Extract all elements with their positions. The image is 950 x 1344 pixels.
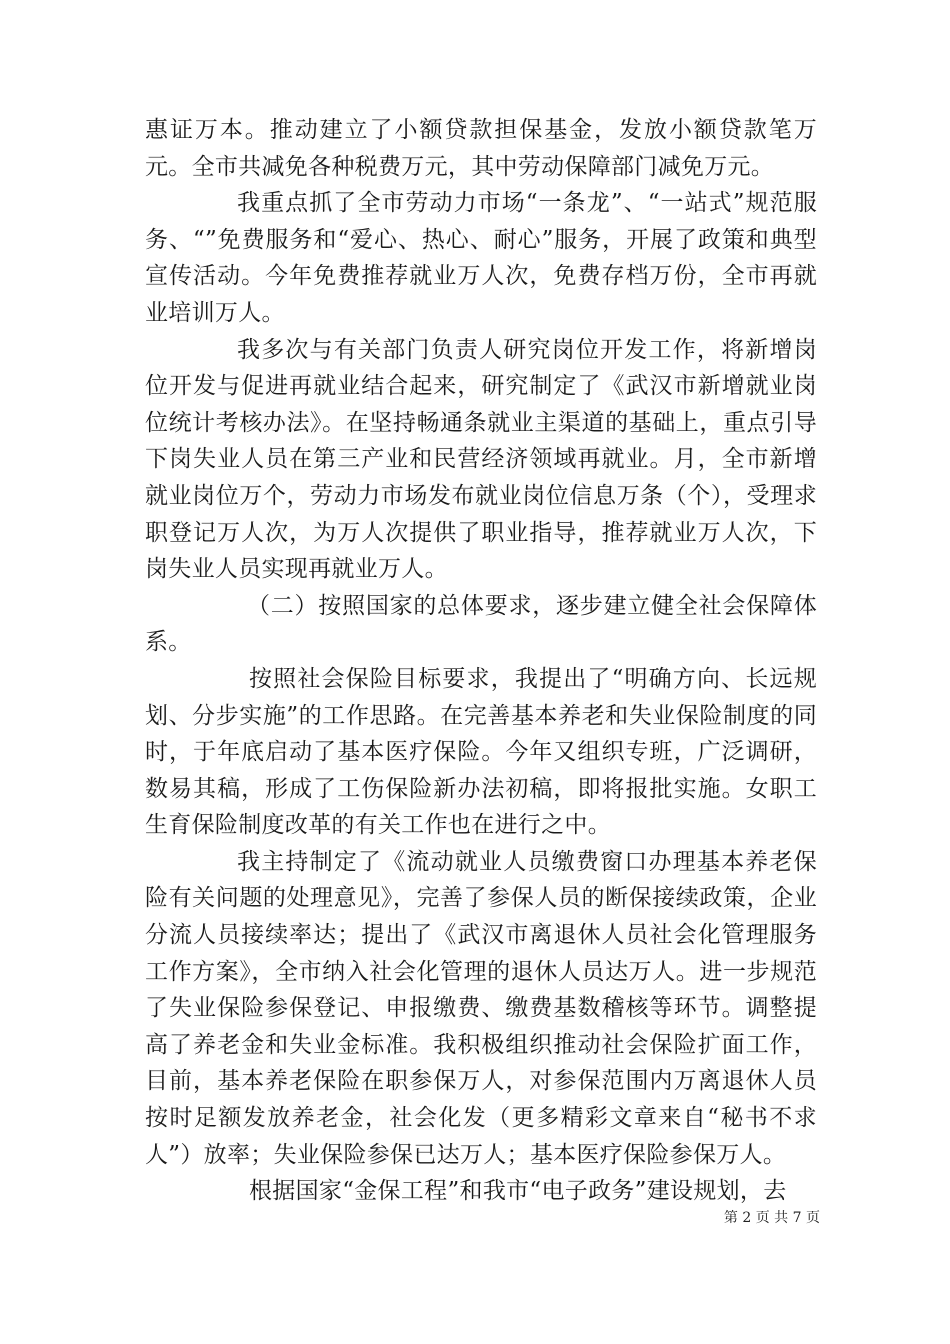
page-number: 第 2 页 共 7 页 (723, 1210, 820, 1226)
paragraph-2: 我重点抓了全市劳动力市场“一条龙”、“一站式”规范服务、“”免费服务和“爱心、热心、耐心”服务，开展了政策和典型宣传活动。今年免费推荐就业万人次，免费存档万份，全市再就业培训万人。 (145, 190, 817, 326)
paragraph-7: 根据国家“金保工程”和我市“电子政务”建设规划，去 (249, 1178, 787, 1205)
paragraph-3: 我多次与有关部门负责人研究岗位开发工作，将新增岗位开发与促进再就业结合起来，研究制定了《武汉市新增就业岗位统计考核办法》。在坚持畅通条就业主渠道的基础上，重点引导下岗失业人员在第三产业和民营经济领域再就业。月，全市新增就业岗位万个，劳动力市场发布就业岗位信息万条（个），受理求职登记万人次，为万人次提供了职业指导，推荐就业万人次，下岗失业人员实现再就业万人。 (145, 336, 817, 583)
paragraph-1: 惠证万本。推动建立了小额贷款担保基金，发放小额贷款笔万元。全市共减免各种税费万元，其中劳动保障部门减免万元。 (145, 117, 817, 180)
paragraph-6: 我主持制定了《流动就业人员缴费窗口办理基本养老保险有关问题的处理意见》，完善了参保人员的断保接续政策，企业分流人员接续率达；提出了《武汉市离退休人员社会化管理服务工作方案》，全市纳入社会化管理的退休人员达万人。进一步规范了失业保险参保登记、申报缴费、缴费基数稽核等环节。调整提高了养老金和失业金标准。我积极组织推动社会保险扩面工作，目前，基本养老保险在职参保万人，对参保范围内万离退休人员按时足额发放养老金，社会化发（更多精彩文章来自“秘书不求人”）放率；失业保险参保已达万人；基本医疗保险参保万人。 (145, 848, 817, 1168)
document-body (145, 112, 817, 1210)
section-heading: （二）按照国家的总体要求，逐步建立健全社会保障体系。 (145, 592, 817, 656)
paragraph-5: 按照社会保险目标要求，我提出了“明确方向、长远规划、分步实施”的工作思路。在完善基本养老和失业保险制度的同时，于年底启动了基本医疗保险。今年又组织专班，广泛调研，数易其稿，形成了工伤保险新办法初稿，即将报批实施。女职工生育保险制度改革的有关工作也在进行之中。 (145, 665, 817, 839)
